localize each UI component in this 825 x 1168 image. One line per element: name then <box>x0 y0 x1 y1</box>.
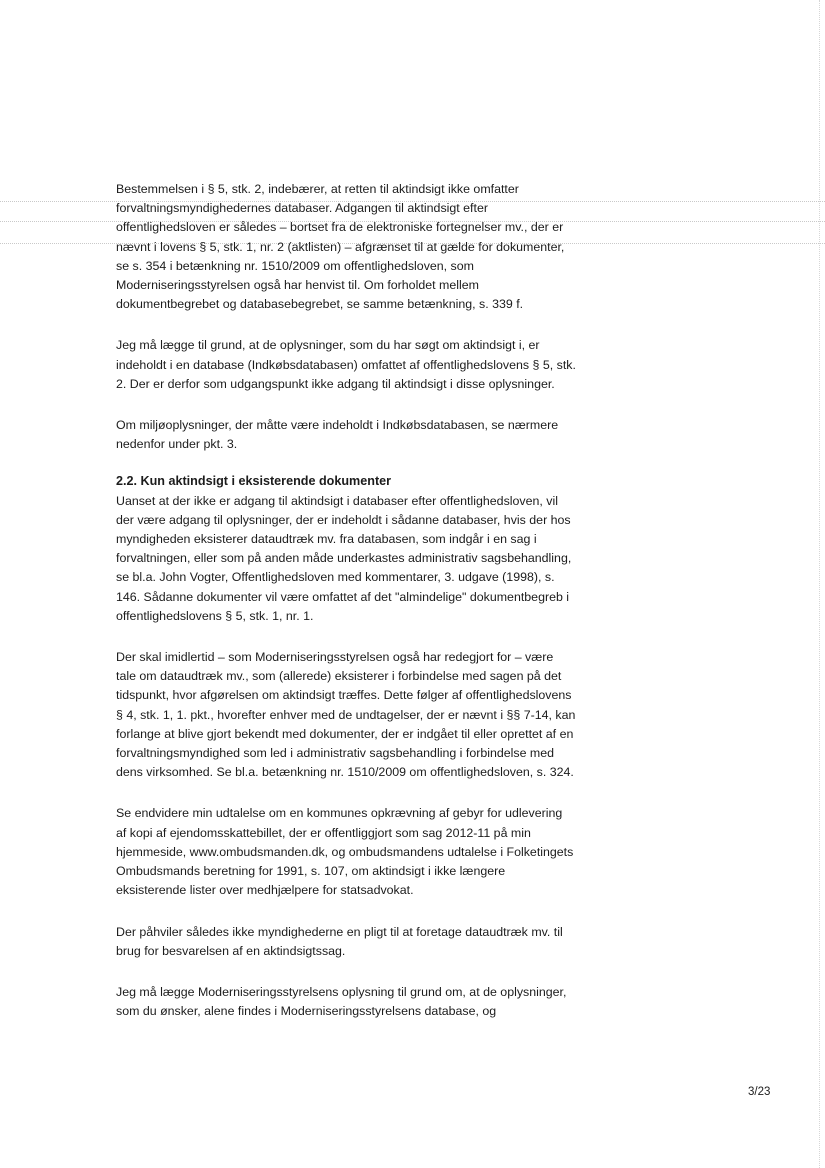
paragraph: Om miljøoplysninger, der måtte være indeholdt i Indkøbsdatabasen, se nærmere nedenfor under pkt. 3. <box>116 418 559 452</box>
paragraph: Bestemmelsen i § 5, stk. 2, indebærer, at retten til aktindsigt ikke omfatter forvaltningsmyndighedernes databaser. Adgangen til aktindsigt efter offentlighedsloven er således – bortset fra de elektroniske fortegnelser mv., der er nævnt i lovens § 5, stk. 1, nr. 2 (aktlisten) – afgrænset til at gælde for dokumenter, se s. 354 i betænkning nr. 1510/2009 om offentlighedsloven, som Moderniseringsstyrelsen også har henvist til. Om forholdet mellem dokumentbegrebet og databasebegrebet, se samme betænkning, s. 339 f. <box>116 182 565 312</box>
page-number: 3/23 <box>748 1086 771 1098</box>
body-text <box>116 180 576 1021</box>
paragraph: Uanset at der ikke er adgang til aktindsigt i databaser efter offentlighedsloven, vil der være adgang til oplysninger, der er indeholdt i sådanne databaser, hvis der hos myndigheden eksisterer dataudtræk mv. fra databasen, som indgår i en sag i forvaltningen, eller som på anden måde underkastes administrativ sagsbehandling, se bl.a. John Vogter, Offentlighedsloven med kommentarer, 3. udgave (1998), s. 146. Sådanne dokumenter vil være omfattet af det "almindelige" dokumentbegreb i offentlighedslovens § 5, stk. 1, nr. 1. <box>116 493 572 623</box>
section-heading: 2.2. Kun aktindsigt i eksisterende dokumenter <box>116 474 392 489</box>
paragraph: Jeg må lægge Moderniseringsstyrelsens oplysning til grund om, at de oplysninger, som du ønsker, alene findes i Moderniseringsstyrelsens database, og <box>116 984 567 1019</box>
paragraph: Jeg må lægge til grund, at de oplysninger, som du har søgt om aktindsigt i, er indeholdt i en database (Indkøbsdatabasen) omfattet af offentlighedslovens § 5, stk. 2. Der er derfor som udgangspunkt ikke adgang til aktindsigt i disse oplysninger. <box>116 338 576 391</box>
paragraph: Se endvidere min udtalelse om en kommunes opkrævning af gebyr for udlevering af kopi af ejendomsskattebillet, der er offentliggjort som sag 2012-11 på min hjemmeside, www.ombudsmanden.dk, og ombudsmandens udtalelse i Folketingets Ombudsmands beretning for 1991, s. 107, om aktindsigt i ikke længere eksisterende lister over medhjælpere for statsadvokat. <box>116 806 574 898</box>
paragraph: Der skal imidlertid – som Moderniseringsstyrelsen også har redegjort for – være tale om dataudtræk mv., som (allerede) eksisterer i forbindelse med sagen på det tidspunkt, hvor afgørelsen om aktindsigt træffes. Dette følger af offentlighedslovens § 4, stk. 1, 1. pkt., hvorefter enhver med de undtagelser, der er nævnt i §§ 7-14, kan forlange at blive gjort bekendt med dokumenter, der er indgået til eller oprettet af en forvaltningsmyndighed som led i administrativ sagsbehandling i forbindelse med dens virksomhed. Se bl.a. betænkning nr. 1510/2009 om offentlighedsloven, s. 324. <box>116 650 576 780</box>
scan-edge <box>819 0 821 1168</box>
paragraph: Der påhviler således ikke myndighederne en pligt til at foretage dataudtræk mv. til brug for besvarelsen af en aktindsigtssag. <box>116 924 563 958</box>
